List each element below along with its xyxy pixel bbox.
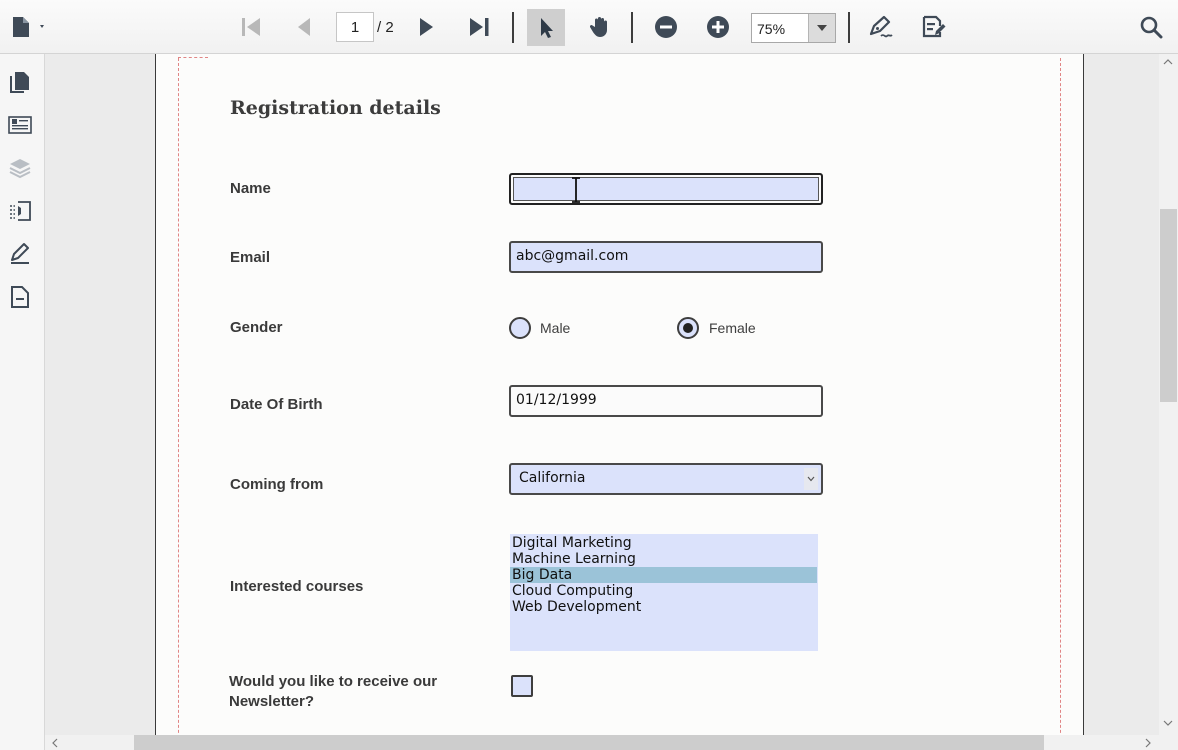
pen-signature-icon [867,14,897,40]
coming-from-label: Coming from [230,476,324,493]
scroll-up-button[interactable] [1163,58,1173,66]
pdf-page [155,54,1084,735]
vertical-scrollbar[interactable] [1159,54,1178,735]
course-option-selected[interactable]: Big Data [510,567,817,583]
toolbar-separator [631,12,633,43]
newsletter-label-line2: Newsletter? [229,693,315,710]
course-option[interactable]: Cloud Computing [512,583,634,599]
file-menu-button[interactable] [6,0,50,54]
zoom-dropdown[interactable] [751,13,836,43]
current-page-input[interactable]: 1 [336,12,374,42]
layers-button[interactable] [7,155,33,181]
gender-female-label: Female [709,320,756,336]
page-organize-icon [8,200,32,222]
next-page-button[interactable] [412,0,440,54]
pointer-cursor-icon [535,16,557,40]
hand-icon [588,15,612,39]
toolbar-separator [848,12,850,43]
chevron-up-icon [1163,58,1173,66]
document-viewer[interactable] [45,54,1159,735]
bookmarks-button[interactable] [7,112,33,138]
gender-male-radio[interactable] [509,317,531,339]
layers-icon [8,157,32,179]
search-icon [1139,15,1163,39]
zoom-value: 75% [757,21,786,37]
total-pages-label: / 2 [377,19,394,36]
newsletter-checkbox[interactable] [511,675,533,697]
next-page-icon [417,16,435,38]
scrollbar-corner [1159,735,1178,750]
signature-button[interactable] [866,0,898,54]
file-icon [8,15,48,39]
scroll-right-button[interactable] [1144,738,1152,748]
zoom-in-icon [706,15,730,39]
bookmark-list-icon [8,115,32,135]
coming-from-select[interactable] [509,463,823,495]
chevron-down-icon [817,25,827,31]
pan-tool-button[interactable] [585,0,615,54]
radio-selected-dot [683,323,693,333]
zoom-out-icon [654,15,678,39]
last-page-button[interactable] [464,0,496,54]
search-button[interactable] [1136,0,1166,54]
chevron-down-icon [1163,719,1173,727]
selection-tool-button[interactable] [527,9,565,46]
zoom-dropdown-button[interactable] [808,14,835,42]
horizontal-scrollbar[interactable] [45,735,1159,750]
form-heading: Registration details [230,97,441,119]
chevron-right-icon [1144,738,1152,748]
dob-field[interactable]: 01/12/1999 [509,385,823,417]
organize-pages-button[interactable] [7,198,33,224]
toolbar-separator [512,12,514,43]
course-option[interactable]: Digital Marketing [512,535,632,551]
course-option[interactable]: Web Development [512,599,642,615]
scroll-left-button[interactable] [51,738,59,748]
name-label: Name [230,180,271,197]
chevron-down-icon [807,476,815,482]
document-edit-icon [921,14,947,40]
form-boundary-left [178,58,179,735]
gender-male-label: Male [540,320,571,336]
form-designer-button[interactable] [918,0,950,54]
pages-icon [9,70,31,94]
vertical-scroll-thumb[interactable] [1160,209,1177,402]
zoom-out-button[interactable] [652,0,680,54]
coming-from-value: California [519,470,586,486]
gender-female-radio[interactable] [677,317,699,339]
pen-icon [8,242,32,266]
navigation-pane [0,54,45,750]
select-dropdown-button[interactable] [804,468,818,490]
first-page-button[interactable] [234,0,266,54]
main-toolbar [0,0,1178,54]
gender-label: Gender [230,319,283,336]
page-thumbnails-button[interactable] [7,69,33,95]
form-document-icon [10,285,30,309]
annotations-button[interactable] [7,241,33,267]
newsletter-label [229,673,437,710]
text-cursor-icon [569,177,583,203]
courses-listbox[interactable] [510,534,818,651]
chevron-left-icon [51,738,59,748]
course-option[interactable]: Machine Learning [512,551,636,567]
previous-page-icon [295,16,313,38]
courses-label: Interested courses [230,578,364,595]
email-field[interactable]: abc@gmail.com [509,241,823,273]
form-boundary [178,54,208,58]
name-field[interactable] [509,173,823,205]
form-fields-button[interactable] [7,284,33,310]
dob-label: Date Of Birth [230,396,323,413]
newsletter-label-line1: Would you like to receive our [229,673,438,690]
form-boundary-right [1060,58,1061,735]
previous-page-button[interactable] [290,0,318,54]
first-page-icon [238,16,262,38]
zoom-in-button[interactable] [704,0,732,54]
email-label: Email [230,249,271,266]
last-page-icon [467,16,493,38]
horizontal-scroll-thumb[interactable] [134,735,1044,750]
scroll-down-button[interactable] [1163,719,1173,727]
